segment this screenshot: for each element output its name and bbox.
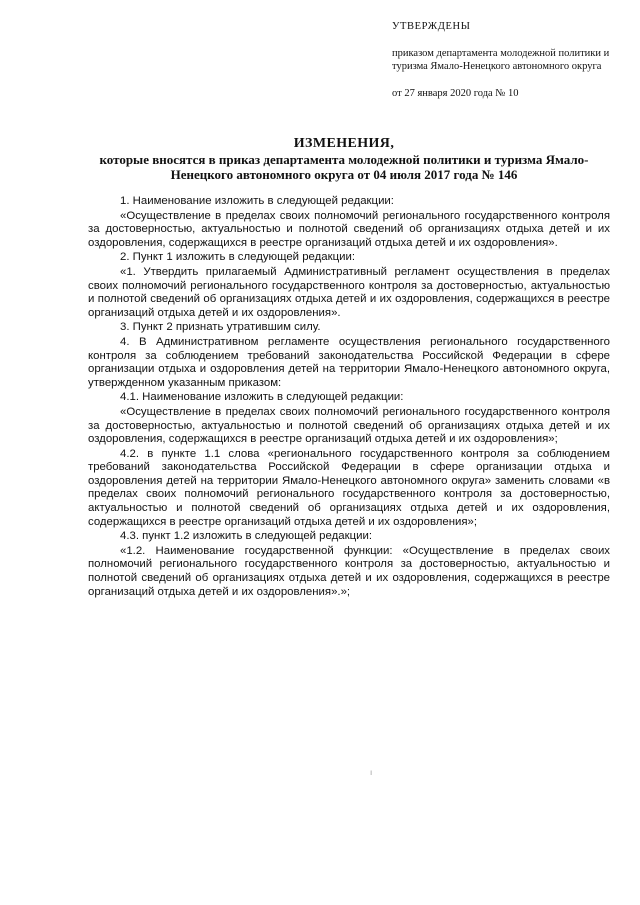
- paragraph-5: 3. Пункт 2 признать утратившим силу.: [120, 321, 321, 334]
- document-title: [70, 136, 618, 183]
- paragraph-2: «Осуществление в пределах своих полномочий регионального государственного контроля за достоверностью, актуальностью и полнотой сведений об организациях отдыха детей и их оздоровления, содержащихся в реестре организаций отдыха детей и их оздоровления».: [88, 209, 610, 249]
- approval-stamp: УТВЕРЖДЕНЫ: [392, 21, 471, 32]
- scan-mark: ı: [370, 768, 373, 777]
- paragraph-11: «1.2. Наименование государственной функции: «Осуществление в пределах своих полномочий регионального государственного контроля за достоверностью, актуальностью и полнотой сведений об организациях отдыха детей и их оздоровления, содержащихся в реестре организаций отдыха детей и их оздоровления».»;: [88, 544, 610, 598]
- paragraph-6: 4. В Административном регламенте осуществления регионального государственного контроля за соблюдением требований законодательства Российской Федерации в сфере организации отдыха и оздоровления детей на территории Ямало-Ненецкого автономного округа, утвержденном указанным приказом:: [88, 335, 610, 389]
- paragraph-3: 2. Пункт 1 изложить в следующей редакции:: [120, 251, 355, 264]
- paragraph-4: «1. Утвердить прилагаемый Административный регламент осуществления в пределах своих полномочий регионального государственного контроля за достоверностью, актуальностью и полнотой сведений об организациях отдыха детей и их оздоровления, содержащихся в реестре организаций отдыха детей и их оздоровления».: [88, 265, 610, 319]
- paragraph-1: 1. Наименование изложить в следующей редакции:: [120, 195, 394, 207]
- approval-basis: приказом департамента молодежной политики и туризма Ямало-Ненецкого автономного округа: [392, 48, 610, 72]
- paragraph-8: «Осуществление в пределах своих полномочий регионального государственного контроля за достоверностью, актуальностью и полнотой сведений об организациях отдыха детей и их оздоровления, содержащихся в реестре организаций отдыха детей и их оздоровления»;: [88, 405, 610, 446]
- approval-date: от 27 января 2020 года № 10: [392, 88, 519, 99]
- paragraph-9: 4.2. в пункте 1.1 слова «регионального государственного контроля за соблюдением требований законодательства Российской Федерации в сфере организации отдыха и оздоровления детей на территории Ямало-Ненецкого автономного округа» заменить словами «в пределах своих полномочий регионального государственного контроля за достоверностью, актуальностью и полнотой сведений об организациях отдыха детей и их оздоровления, содержащихся в реестре организаций отдыха детей и их оздоровления»;: [88, 447, 610, 528]
- document-body: [88, 195, 610, 600]
- paragraph-10: 4.3. пункт 1.2 изложить в следующей редакции:: [120, 530, 372, 543]
- title-subtitle: которые вносятся в приказ департамента молодежной политики и туризма Ямало-Ненецкого автономного округа от 04 июля 2017 года № 146: [99, 151, 589, 182]
- approval-block: [392, 20, 622, 100]
- title-main: ИЗМЕНЕНИЯ,: [293, 136, 395, 151]
- paragraph-7: 4.1. Наименование изложить в следующей редакции:: [120, 391, 404, 404]
